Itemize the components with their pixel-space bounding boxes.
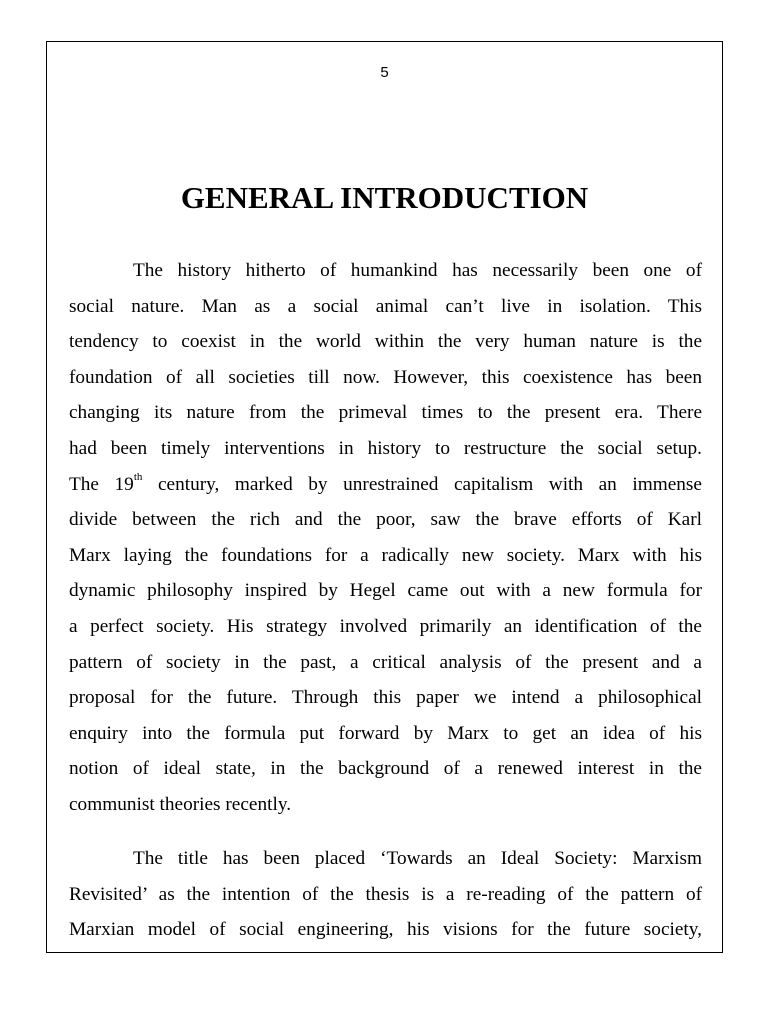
text-line: social nature. Man as a social animal can’t live in isolation. This	[69, 295, 702, 317]
superscript: th	[133, 471, 143, 484]
text-line: enquiry into the formula put forward by Marx to get an idea of his	[69, 722, 702, 744]
text-line: communist theories recently.	[69, 793, 292, 815]
text-line: pattern of society in the past, a critical analysis of the present and a	[69, 651, 702, 673]
text-line: proposal for the future. Through this paper we intend a philosophical	[69, 687, 702, 709]
text-line: notion of ideal state, in the background of a renewed interest in the	[69, 758, 702, 780]
page-number: 5	[380, 64, 389, 81]
paragraph-introduction	[69, 253, 702, 823]
text-line: foundation of all societies till now. However, this coexistence has been	[69, 366, 702, 388]
text-line: divide between the rich and the poor, saw the brave efforts of Karl	[69, 509, 702, 531]
text-line: Revisited’ as the intention of the thesis is a re-reading of the pattern of	[69, 883, 702, 905]
text-line: The history hitherto of humankind has necessarily been one of	[133, 260, 702, 281]
page-title: GENERAL INTRODUCTION	[180, 180, 589, 215]
paragraph-title-explanation	[69, 841, 702, 948]
text-line: The title has been placed ‘Towards an Ideal Society: Marxism	[133, 848, 702, 869]
text-fragment: century, marked by unrestrained capitalism with an immense	[157, 473, 702, 495]
text-line: had been timely interventions in history to restructure the social setup.	[69, 437, 702, 459]
text-line-with-superscript	[69, 467, 702, 503]
text-line: Marxian model of social engineering, his visions for the future society,	[69, 919, 702, 941]
text-line: changing its nature from the primeval times to the present era. There	[69, 402, 702, 424]
text-line: Marx laying the foundations for a radically new society. Marx with his	[69, 544, 702, 566]
text-fragment: The 19	[69, 473, 134, 495]
text-line: tendency to coexist in the world within the very human nature is the	[69, 331, 702, 353]
document-page	[46, 41, 723, 953]
text-line: dynamic philosophy inspired by Hegel came out with a new formula for	[69, 580, 702, 602]
text-line: a perfect society. His strategy involved primarily an identification of the	[69, 615, 702, 637]
